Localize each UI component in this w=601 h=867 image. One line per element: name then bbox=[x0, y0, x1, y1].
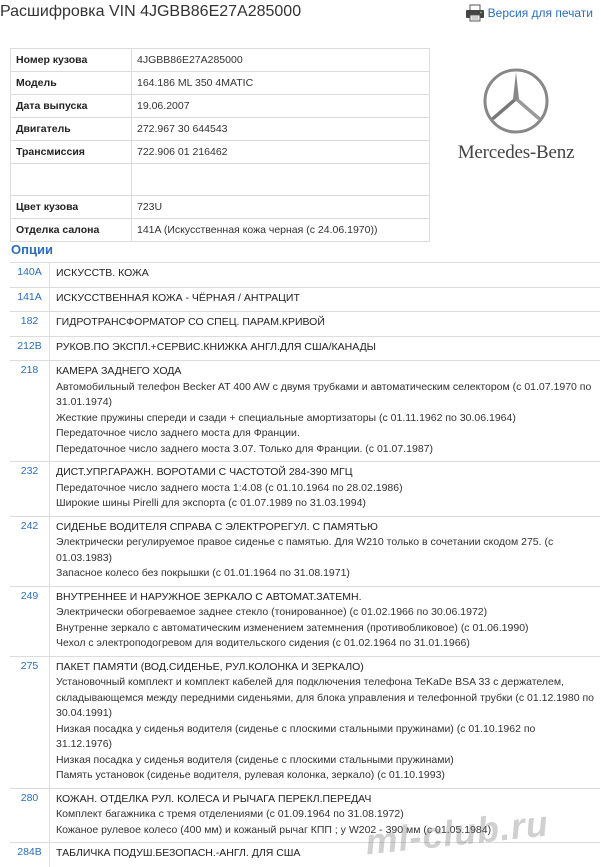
option-detail-line: Кожаное рулевое колесо (400 мм) и кожаный рычаг КПП ; у W202 - 390 мм (с 01.05.1984) bbox=[56, 823, 492, 836]
option-detail-line: Жесткие пружины спереди и сзади + специальные амортизаторы (с 01.11.1962 по 30.06.1964) bbox=[56, 411, 516, 424]
option-detail-line: Запасное колесо без покрышки (с 01.01.1964 по 31.08.1971) bbox=[56, 567, 350, 579]
option-title: СИДЕНЬЕ ВОДИТЕЛЯ СПРАВА С ЭЛЕКТРОРЕГУЛ. С ПАМЯТЬЮ bbox=[56, 520, 378, 533]
options-list bbox=[10, 262, 600, 867]
option-description bbox=[50, 312, 600, 336]
option-detail-line: Электрически регулируемое правое сиденье с памятью. Для W210 только в сочетании скодом 275. (с 01.03.1983) bbox=[56, 536, 554, 564]
option-description bbox=[50, 263, 600, 287]
info-value: 164.186 ML 350 4MATIC bbox=[132, 72, 430, 95]
brand-name: Mercedes-Benz bbox=[457, 142, 575, 163]
option-description bbox=[50, 462, 600, 516]
option-description bbox=[50, 587, 600, 656]
option-code-link[interactable]: 275 bbox=[10, 657, 50, 788]
option-code-link[interactable]: 141A bbox=[10, 288, 50, 312]
info-label: Отделка салона bbox=[11, 219, 132, 242]
info-row bbox=[11, 118, 430, 141]
option-row bbox=[10, 336, 600, 361]
info-value: 723U bbox=[132, 196, 430, 219]
option-detail-line: Низкая посадка у сиденья водителя (сиденье с плоскими стальными пружинами) (с 01.10.1962 по 31.12.1976) bbox=[56, 722, 536, 750]
option-detail-line: Низкая посадка у сиденья водителя (сиденье с плоскими стальными пружинами) bbox=[56, 753, 454, 766]
option-code-link[interactable]: 218 bbox=[10, 361, 50, 461]
option-row bbox=[10, 586, 600, 656]
print-version-label[interactable]: Версия для печати bbox=[487, 6, 593, 20]
info-label bbox=[11, 164, 132, 196]
option-title: КАМЕРА ЗАДНЕГО ХОДА bbox=[56, 365, 182, 377]
site-watermark: ml-club.ru bbox=[363, 802, 551, 863]
option-row bbox=[10, 461, 600, 516]
option-detail-line: Широкие шины Pirelli для экспорта (с 01.07.1989 по 31.03.1994) bbox=[56, 497, 366, 509]
option-code-link[interactable]: 280 bbox=[10, 789, 50, 843]
vehicle-info-table bbox=[10, 48, 430, 242]
info-value bbox=[132, 164, 430, 196]
option-detail-line: Память установок (сиденье водителя, рулевая колонка, зеркало) (с 01.10.1993) bbox=[56, 769, 445, 781]
option-title: ВНУТРЕННЕЕ И НАРУЖНОЕ ЗЕРКАЛО С АВТОМАТ.ЗАТЕМН. bbox=[56, 590, 362, 603]
info-value: 272.967 30 644543 bbox=[132, 118, 430, 141]
page-title: Расшифровка VIN 4JGBB86E27A285000 bbox=[0, 3, 302, 20]
option-detail-line: Установочный комплект и комплект кабелей для подключения телефона TeKaDe BSA 33 с держателем, складывающемся между передними сиденьями, для блока управления и телефонной трубки (с 01.12.1980 по 30.04.1991) bbox=[56, 676, 595, 719]
option-title: ДИСТ.УПР.ГАРАЖН. ВОРОТАМИ С ЧАСТОТОЙ 284-390 МГЦ bbox=[56, 466, 353, 478]
option-row bbox=[10, 360, 600, 461]
info-label: Трансмиссия bbox=[11, 141, 132, 164]
info-label: Номер кузова bbox=[11, 49, 132, 72]
option-code-link[interactable]: 284B bbox=[10, 843, 50, 867]
option-title: РУКОВ.ПО ЭКСПЛ.+СЕРВИС.КНИЖКА АНГЛ.ДЛЯ США/КАНАДЫ bbox=[56, 340, 376, 353]
option-detail-line: Автомобильный телефон Becker AT 400 AW с двумя трубками и автоматическим селектором (с 01.07.1970 по 31.01.1974) bbox=[56, 380, 592, 408]
info-row bbox=[11, 49, 430, 72]
option-code-link[interactable]: 182 bbox=[10, 312, 50, 336]
brand-logo bbox=[438, 66, 594, 166]
option-detail-line: Передаточное число заднего моста 3.07. Только для Франции. (с 01.07.1987) bbox=[56, 442, 434, 455]
option-detail-line: Передаточное число заднего моста для Франции. bbox=[56, 427, 300, 439]
option-detail-line: Комплект багажника с тремя отделениями (с 01.09.1964 по 31.08.1972) bbox=[56, 808, 404, 820]
print-version-link[interactable] bbox=[465, 4, 593, 22]
info-row-empty bbox=[11, 164, 430, 196]
mercedes-star-icon bbox=[481, 66, 551, 136]
option-description bbox=[50, 337, 600, 361]
options-title: Опции bbox=[11, 242, 53, 257]
info-value: 722.906 01 216462 bbox=[132, 141, 430, 164]
option-title: ТАБЛИЧКА ПОДУШ.БЕЗОПАСН.-АНГЛ. ДЛЯ США bbox=[56, 847, 301, 859]
info-value: 141A (Искусственная кожа черная (с 24.06.1970)) bbox=[132, 219, 430, 242]
option-code-link[interactable]: 140A bbox=[10, 263, 50, 287]
info-label: Модель bbox=[11, 72, 132, 95]
option-code-link[interactable]: 249 bbox=[10, 587, 50, 656]
option-detail-line: Чехол с электроподогревом для водительского сидения (с 01.02.1964 по 31.01.1966) bbox=[56, 637, 470, 649]
info-row bbox=[11, 196, 430, 219]
info-label: Двигатель bbox=[11, 118, 132, 141]
info-row bbox=[11, 72, 430, 95]
option-row bbox=[10, 656, 600, 788]
option-title: ИСКУССТВЕННАЯ КОЖА - ЧЁРНАЯ / АНТРАЦИТ bbox=[56, 291, 300, 304]
option-title: ИСКУССТВ. КОЖА bbox=[56, 267, 149, 279]
option-title: КОЖАН. ОТДЕЛКА РУЛ. КОЛЕСА И РЫЧАГА ПЕРЕКЛ.ПЕРЕДАЧ bbox=[56, 792, 372, 805]
option-title: ГИДРОТРАНСФОРМАТОР СО СПЕЦ. ПАРАМ.КРИВОЙ bbox=[56, 316, 325, 328]
printer-icon bbox=[465, 4, 485, 22]
option-description bbox=[50, 657, 600, 788]
info-value: 19.06.2007 bbox=[132, 95, 430, 118]
info-label: Цвет кузова bbox=[11, 196, 132, 219]
info-row bbox=[11, 219, 430, 242]
info-row bbox=[11, 95, 430, 118]
option-row bbox=[10, 287, 600, 312]
option-detail-line: Электрически обогреваемое заднее стекло (тонированное) (с 01.02.1966 по 30.06.1972) bbox=[56, 606, 488, 618]
option-code-link[interactable]: 232 bbox=[10, 462, 50, 516]
option-description bbox=[50, 517, 600, 586]
option-row bbox=[10, 311, 600, 336]
option-row bbox=[10, 262, 600, 287]
option-code-link[interactable]: 212B bbox=[10, 337, 50, 361]
option-detail-line: Передаточное число заднего моста 1:4.08 (с 01.10.1964 по 28.02.1986) bbox=[56, 481, 403, 494]
page-header bbox=[0, 0, 601, 30]
info-value: 4JGBB86E27A285000 bbox=[132, 49, 430, 72]
option-row bbox=[10, 516, 600, 586]
option-description bbox=[50, 361, 600, 461]
info-label: Дата выпуска bbox=[11, 95, 132, 118]
option-title: ПАКЕТ ПАМЯТИ (ВОД.СИДЕНЬЕ, РУЛ.КОЛОНКА И ЗЕРКАЛО) bbox=[56, 660, 364, 673]
option-description bbox=[50, 288, 600, 312]
option-code-link[interactable]: 242 bbox=[10, 517, 50, 586]
info-row bbox=[11, 141, 430, 164]
option-detail-line: Внутренне зеркало с автоматическим изменением затемнения (противобликовое) (с 01.06.1990) bbox=[56, 621, 529, 634]
